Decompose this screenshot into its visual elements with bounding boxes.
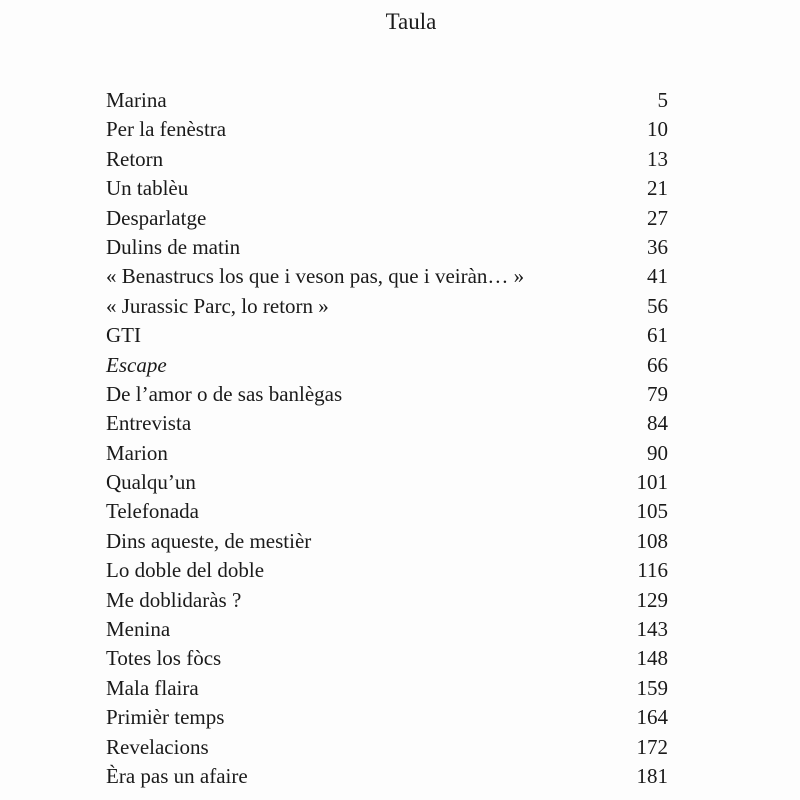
toc-entry-title: Èra pas un afaire [106,763,248,788]
table-of-contents [106,86,668,791]
toc-entry-page-number: 108 [636,528,668,553]
toc-entry [106,556,668,585]
toc-entry [106,174,668,203]
toc-entry-page-number: 116 [637,558,668,583]
toc-entry-page-number: 56 [647,293,668,318]
toc-entry [106,86,668,115]
toc-entry [106,115,668,144]
toc-entry-page-number: 159 [636,675,668,700]
toc-entry [106,586,668,615]
toc-entry-page-number: 164 [636,705,668,730]
toc-entry-title: Qualqu’un [106,470,196,495]
toc-entry-page-number: 36 [647,234,668,259]
toc-entry-title: Desparlatge [106,205,207,230]
toc-entry [106,409,668,438]
toc-entry [106,497,668,526]
toc-entry-page-number: 21 [647,176,668,201]
toc-entry-page-number: 181 [636,763,668,788]
toc-entry-page-number: 84 [647,411,668,436]
toc-entry-page-number: 172 [636,734,668,759]
toc-entry-title: Un tablèu [106,176,189,201]
toc-entry-title: Primièr temps [106,705,225,730]
toc-entry-title: Marion [106,440,168,465]
toc-entry-title: Retorn [106,146,164,171]
toc-entry [106,439,668,468]
toc-entry-title: Me doblidaràs ? [106,587,242,612]
toc-entry [106,204,668,233]
toc-entry [106,733,668,762]
toc-entry-page-number: 66 [647,352,668,377]
toc-entry [106,351,668,380]
toc-entry-page-number: 129 [636,587,668,612]
toc-entry-page-number: 13 [647,146,668,171]
toc-entry-page-number: 143 [636,617,668,642]
toc-entry-title: De l’amor o de sas banlègas [106,381,343,406]
toc-entry [106,468,668,497]
toc-entry-title: Marina [106,88,167,112]
toc-entry-title: Totes los fòcs [106,646,222,671]
toc-entry [106,674,668,703]
toc-entry-title: « Jurassic Parc, lo retorn » [106,293,329,318]
toc-entry [106,644,668,673]
toc-entry-page-number: 148 [636,646,668,671]
toc-entry-page-number: 41 [647,264,668,289]
toc-entry-title: GTI [106,323,141,348]
toc-entry-title: Escape [106,352,167,377]
toc-entry [106,292,668,321]
toc-entry [106,145,668,174]
toc-entry-title: Dulins de matin [106,234,241,259]
toc-entry [106,262,668,291]
toc-entry [106,762,668,791]
toc-entry-title: Menina [106,617,171,642]
page-title: Taula [385,9,437,34]
toc-entry-title: Mala flaira [106,675,199,700]
toc-entry-page-number: 27 [647,205,668,230]
toc-entry-page-number: 5 [657,88,668,112]
toc-entry-title: Dins aqueste, de mestièr [106,528,312,553]
toc-entry-page-number: 79 [647,381,668,406]
toc-entry-title: « Benastrucs los que i veson pas, que i veiràn… » [106,264,525,289]
toc-entry-title: Per la fenèstra [106,117,227,142]
toc-entry [106,527,668,556]
toc-entry-page-number: 61 [647,323,668,348]
toc-entry [106,703,668,732]
toc-entry [106,380,668,409]
toc-entry [106,615,668,644]
toc-entry-title: Telefonada [106,499,199,524]
toc-entry [106,233,668,262]
toc-entry [106,321,668,350]
toc-entry-page-number: 101 [636,470,668,495]
toc-entry-title: Entrevista [106,411,192,436]
toc-entry-title: Lo doble del doble [106,558,265,583]
toc-entry-page-number: 90 [647,440,668,465]
toc-entry-page-number: 105 [636,499,668,524]
toc-entry-title: Revelacions [106,734,209,759]
toc-entry-page-number: 10 [647,117,668,142]
